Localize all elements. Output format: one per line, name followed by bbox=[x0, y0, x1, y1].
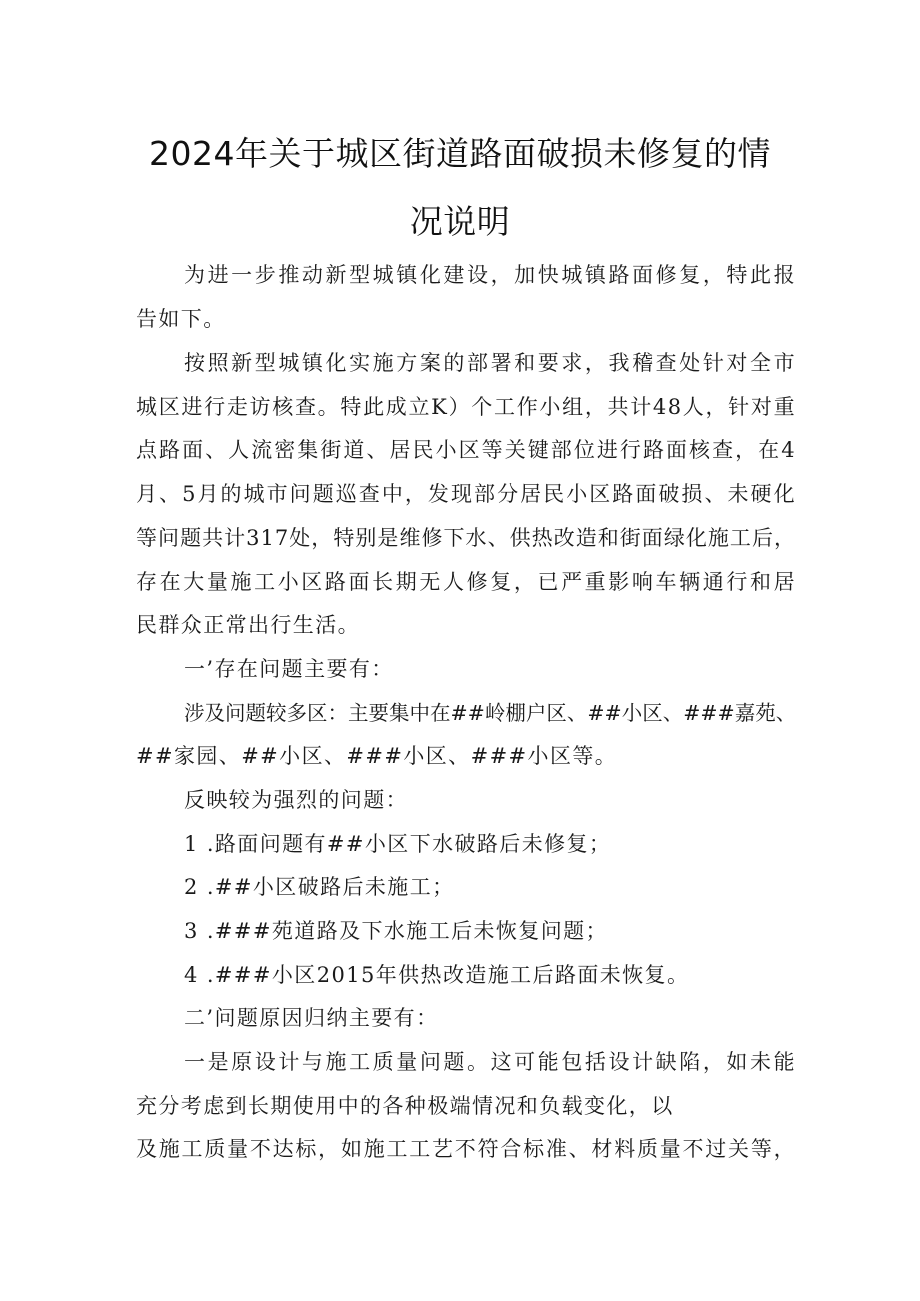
section-heading: 二’问题原因归纳主要有： bbox=[184, 1006, 439, 1030]
list-item: 3 .###苑道路及下水施工后未恢复问题； bbox=[184, 919, 608, 943]
paragraph-line: ##家园、##小区、###小区、###小区等。 bbox=[136, 744, 618, 768]
paragraph-line: 充分考虑到长期使用中的各种极端情况和负载变化，以 bbox=[136, 1094, 674, 1118]
paragraph-line: 等问题共计317处，特别是维修下水、供热改造和街面绿化施工后， bbox=[136, 526, 796, 550]
paragraph-line: 按照新型城镇化实施方案的部署和要求，我稽查处针对全市 bbox=[184, 351, 796, 375]
paragraph-line: 一是原设计与施工质量问题。这可能包括设计缺陷，如未能 bbox=[184, 1050, 796, 1074]
paragraph-line: 点路面、人流密集街道、居民小区等关键部位进行路面核查，在4 bbox=[136, 438, 796, 462]
paragraph-line: 为进一步推动新型城镇化建设，加快城镇路面修复，特此报 bbox=[184, 263, 796, 287]
paragraph-line: 存在大量施工小区路面长期无人修复，已严重影响车辆通行和居 bbox=[136, 570, 796, 594]
list-item: 4 .###小区2015年供热改造施工后路面未恢复。 bbox=[184, 963, 690, 987]
paragraph-line: 月、5月的城市问题巡查中，发现部分居民小区路面破损、未硬化 bbox=[136, 482, 796, 506]
section-heading: 一’存在问题主要有： bbox=[184, 657, 394, 681]
list-item: 2 .##小区破路后未施工； bbox=[184, 875, 455, 899]
paragraph-line: 民群众正常出行生活。 bbox=[136, 613, 360, 637]
document-title-line-1: 2024年关于城区街道路面破损未修复的情 bbox=[149, 134, 771, 173]
list-item: 1 .路面问题有##小区下水破路后未修复； bbox=[184, 832, 612, 856]
paragraph-line: 告如下。 bbox=[136, 307, 226, 331]
paragraph-line: 及施工质量不达标，如施工工艺不符合标准、材料质量不过关等， bbox=[136, 1137, 796, 1161]
paragraph-line: 涉及问题较多区：主要集中在##岭棚户区、##小区、###嘉苑、 bbox=[184, 701, 797, 725]
document-title-line-2: 况说明 bbox=[409, 202, 511, 241]
paragraph-line: 反映较为强烈的问题： bbox=[184, 788, 408, 812]
paragraph-line: 城区进行走访核查。特此成立K）个工作小组，共计48人，针对重 bbox=[136, 395, 796, 419]
